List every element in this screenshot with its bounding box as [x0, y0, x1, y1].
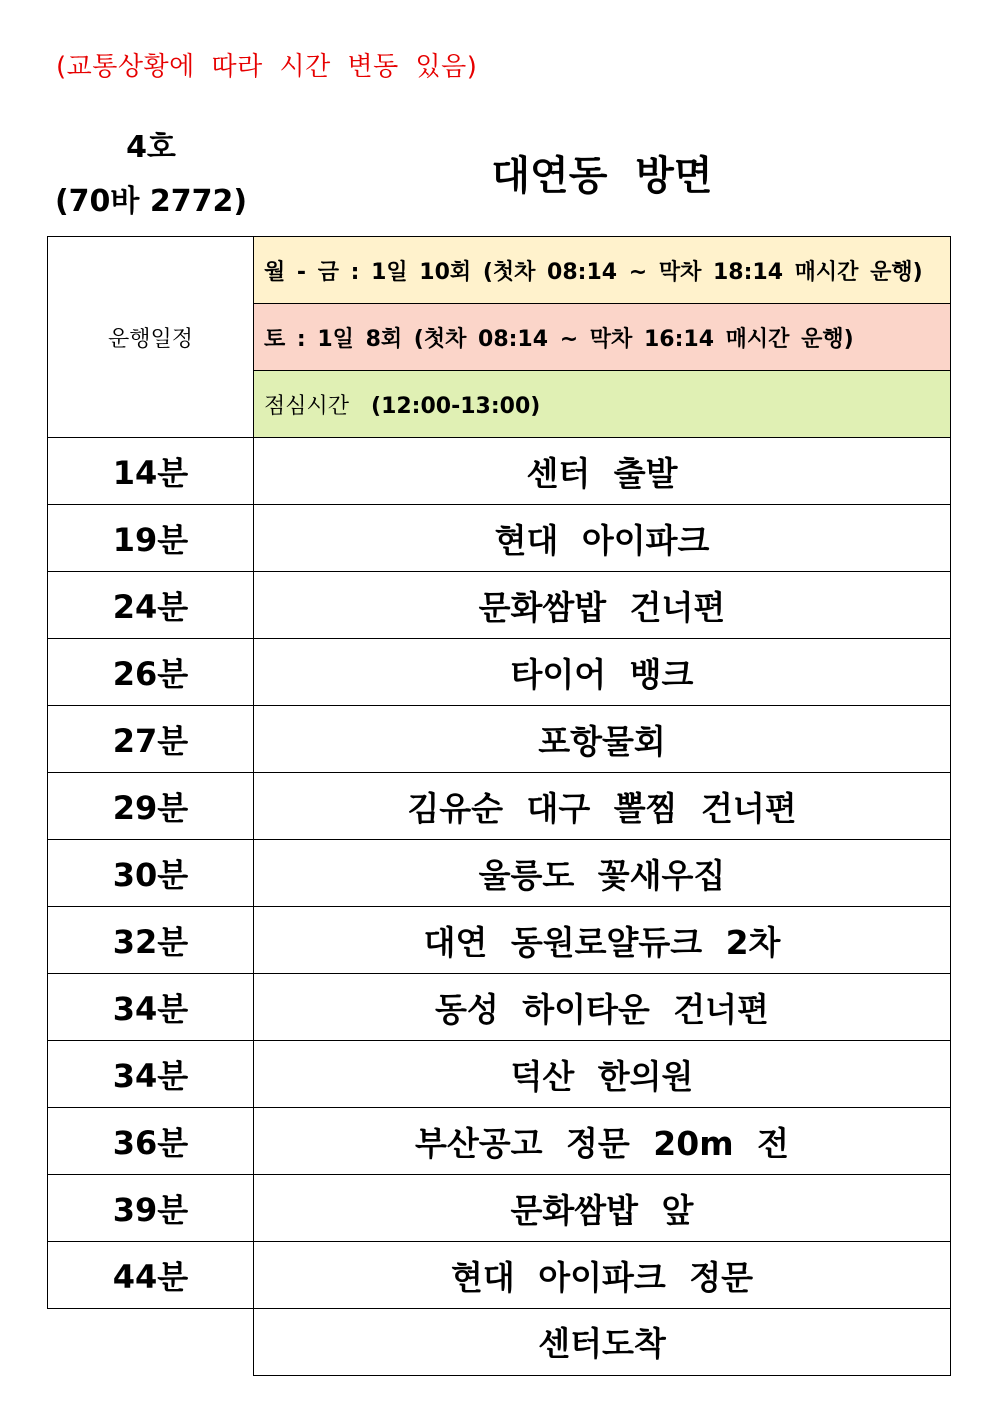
table-row [48, 1242, 951, 1309]
table-row [48, 974, 951, 1041]
table-row [48, 1108, 951, 1175]
stop-name: 현대 아이파크 [254, 505, 951, 572]
stop-minute: 14분 [48, 438, 254, 505]
table-row [48, 1041, 951, 1108]
stop-name: 타이어 뱅크 [254, 639, 951, 706]
traffic-notice: (교통상황에 따라 시간 변동 있음) [56, 52, 478, 82]
stop-name: 김유순 대구 뽈찜 건너편 [254, 773, 951, 840]
stop-minute: 36분 [48, 1108, 254, 1175]
table-row [48, 572, 951, 639]
table-row [48, 840, 951, 907]
schedule-table [47, 236, 951, 1376]
table-row [48, 773, 951, 840]
table-row [48, 1175, 951, 1242]
stop-minute: 32분 [48, 907, 254, 974]
stop-name: 문화쌈밥 앞 [254, 1175, 951, 1242]
table-row [48, 505, 951, 572]
stop-name: 현대 아이파크 정문 [254, 1242, 951, 1309]
stop-minute: 39분 [48, 1175, 254, 1242]
bus-plate: (70바 2772) [54, 184, 248, 219]
weekday-row [48, 237, 951, 304]
table-row [48, 907, 951, 974]
operation-schedule-label: 운행일정 [48, 237, 254, 438]
final-stop: 센터도착 [254, 1309, 951, 1376]
stop-name: 동성 하이타운 건너편 [254, 974, 951, 1041]
stop-name: 문화쌈밥 건너편 [254, 572, 951, 639]
stop-name: 포항물회 [254, 706, 951, 773]
lunch-time-range: (12:00-13:00) [371, 393, 541, 419]
stop-minute: 30분 [48, 840, 254, 907]
stop-minute: 24분 [48, 572, 254, 639]
route-title: 대연동 방면 [491, 153, 713, 199]
stop-name: 덕산 한의원 [254, 1041, 951, 1108]
stop-minute: 34분 [48, 1041, 254, 1108]
stop-minute: 44분 [48, 1242, 254, 1309]
stop-minute: 27분 [48, 706, 254, 773]
stop-name: 부산공고 정문 20m 전 [254, 1108, 951, 1175]
stop-minute: 26분 [48, 639, 254, 706]
stop-minute: 29분 [48, 773, 254, 840]
table-row [48, 438, 951, 505]
stop-name: 센터 출발 [254, 438, 951, 505]
final-row [48, 1309, 951, 1376]
table-row [48, 639, 951, 706]
stop-minute: 19분 [48, 505, 254, 572]
saturday-schedule: 토 : 1일 8회 (첫차 08:14 ~ 막차 16:14 매시간 운행) [254, 304, 951, 371]
empty-cell [48, 1309, 254, 1376]
stop-minute: 34분 [48, 974, 254, 1041]
weekday-schedule: 월 - 금 : 1일 10회 (첫차 08:14 ~ 막차 18:14 매시간 운행) [254, 237, 951, 304]
bus-number: 4호 [126, 130, 176, 165]
table-row [48, 706, 951, 773]
stop-name: 대연 동원로얄듀크 2차 [254, 907, 951, 974]
stop-name: 울릉도 꽃새우집 [254, 840, 951, 907]
lunch-label: 점심시간 [264, 393, 350, 419]
lunch-time [254, 371, 951, 438]
